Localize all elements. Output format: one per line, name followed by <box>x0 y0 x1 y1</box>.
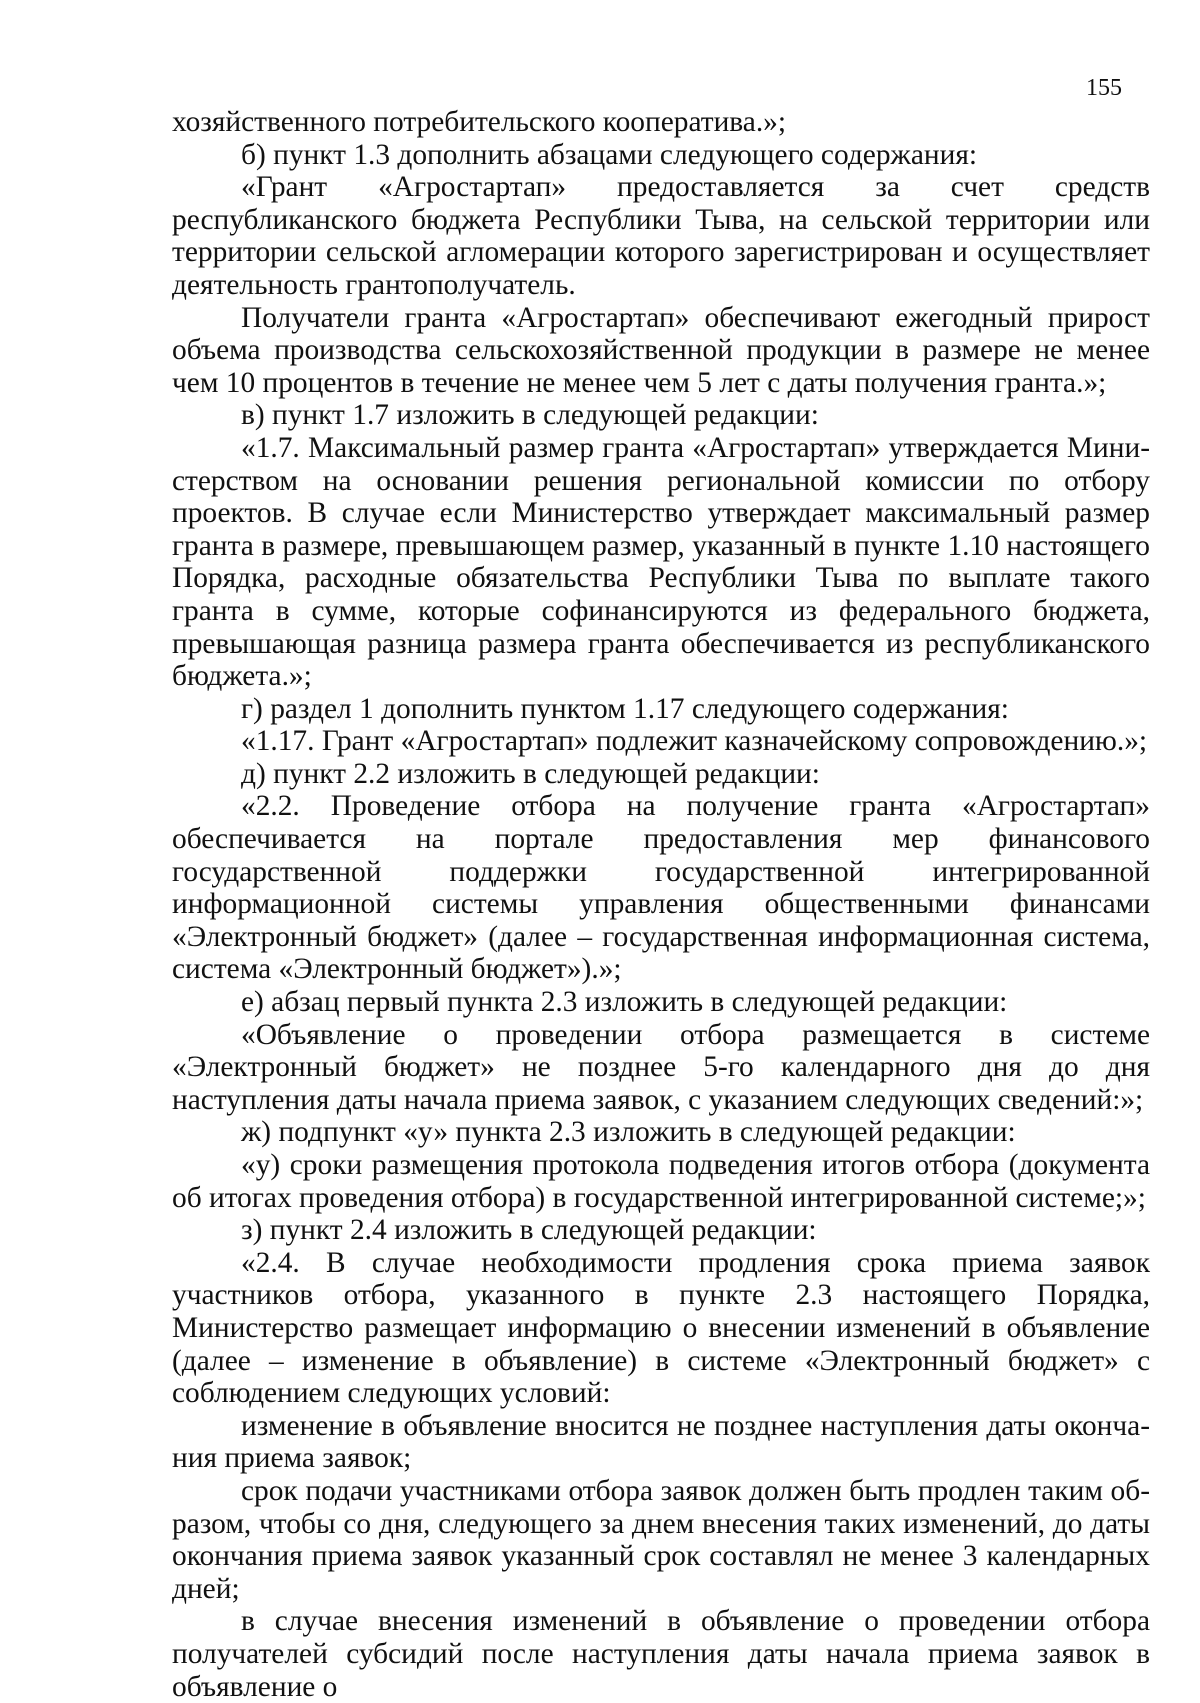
paragraph: «Грант «Агростартап» предоставляется за счет средств республиканского бюджета Республики Тыва, на сельской территории или территории сельской агломерации которого зарегистрирован и осуществляет деятельность грантополучатель. <box>172 171 1150 301</box>
paragraph: «1.7. Максимальный размер гранта «Агростартап» утверждается Министерством на основании решения региональной комиссии по отбору проектов. В случае если Министерство утверждает максимальный размер гранта в размере, превышающем размер, указанный в пункте 1.10 настоящего Порядка, расходные обязательства Республики Тыва по выплате такого гранта в сумме, которые софинансируются из федерального бюджета, превышающая разница размера гранта обеспечивается из республиканского бюджета.»; <box>172 431 1150 693</box>
paragraph: изменение в объявление вносится не позднее наступления даты окончания приема заявок; <box>172 1409 1150 1475</box>
paragraph: ж) подпункт «у» пункта 2.3 изложить в следующей редакции: <box>241 1116 1016 1149</box>
paragraph: Получатели гранта «Агростартап» обеспечивают ежегодный прирост объема производства сельскохозяйственной продукции в размере не менее чем 10 процентов в течение не менее чем 5 лет с даты получения гранта.»; <box>172 301 1150 399</box>
paragraph: е) абзац первый пункта 2.3 изложить в следующей редакции: <box>241 986 1008 1019</box>
paragraph: г) раздел 1 дополнить пунктом 1.17 следующего содержания: <box>241 692 1009 725</box>
paragraph: з) пункт 2.4 изложить в следующей редакции: <box>241 1214 817 1247</box>
paragraph: «2.2. Проведение отбора на получение гранта «Агростартап» обеспечивается на портале предоставления мер финансового государственной поддержки государственной интегрированной информационной системы управления общественными финансами «Электронный бюджет» (далее – государственная информационная система, система «Электронный бюджет»).»; <box>172 790 1150 986</box>
paragraph: д) пункт 2.2 изложить в следующей редакции: <box>241 757 820 790</box>
paragraph: в случае внесения изменений в объявление о проведении отбора получателей субсидий после наступления даты начала приема заявок в объявление о <box>172 1605 1150 1703</box>
paragraph: «Объявление о проведении отбора размещается в системе «Электронный бюджет» не позднее 5-го календарного дня до дня наступления даты начала приема заявок, с указанием следующих сведений:»; <box>172 1018 1150 1116</box>
paragraph: «1.17. Грант «Агростартап» подлежит казначейскому сопровождению.»; <box>241 725 1148 758</box>
paragraph: хозяйственного потребительского кооператива.»; <box>172 106 787 138</box>
page-number: 155 <box>1086 75 1122 101</box>
paragraph: б) пункт 1.3 дополнить абзацами следующего содержания: <box>241 138 978 171</box>
paragraph: «2.4. В случае необходимости продления срока приема заявок участников отбора, указанного в пункте 2.3 настоящего Порядка, Министерство размещает информацию о внесении изменений в объявление (далее – изменение в объявление) в системе «Электронный бюджет» с соблюдением следующих условий: <box>172 1246 1150 1410</box>
document-body <box>172 106 1150 1703</box>
paragraph: срок подачи участниками отбора заявок должен быть продлен таким образом, чтобы со дня, следующего за днем внесения таких изменений, до даты окончания приема заявок указанный срок составлял не менее 3 календарных дней; <box>172 1474 1150 1605</box>
paragraph: «у) сроки размещения протокола подведения итогов отбора (документа об итогах проведения отбора) в государственной интегрированной системе;»; <box>172 1149 1150 1214</box>
paragraph: в) пункт 1.7 изложить в следующей редакции: <box>241 399 819 432</box>
